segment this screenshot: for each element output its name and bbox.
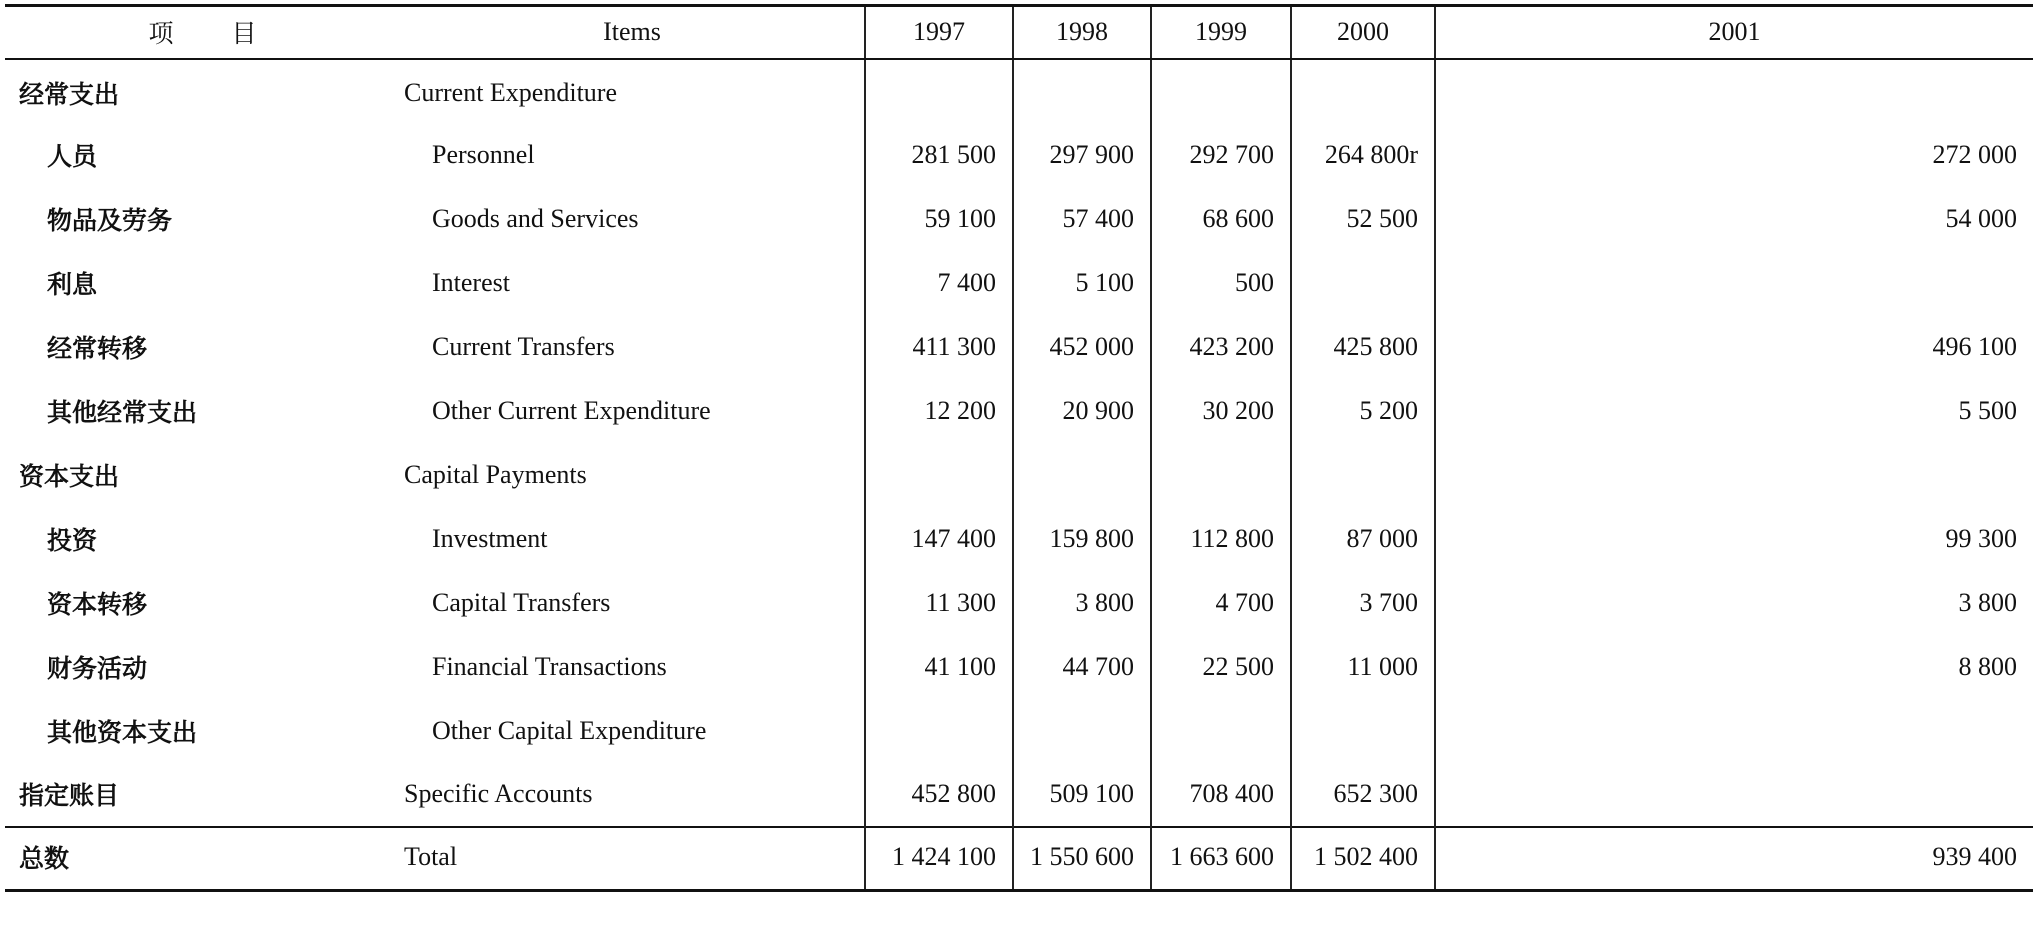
cell-value xyxy=(1291,251,1435,315)
cell-value: 500 xyxy=(1151,251,1291,315)
row-label-en: Capital Payments xyxy=(404,459,587,489)
cell-value: 1 663 600 xyxy=(1151,827,1291,891)
row-label-en: Goods and Services xyxy=(432,203,639,233)
cell-value: 292 700 xyxy=(1151,123,1291,187)
table-row xyxy=(5,123,2033,187)
cell-value: 22 500 xyxy=(1151,635,1291,699)
cell-value xyxy=(1291,443,1435,507)
cell-value: 87 000 xyxy=(1291,507,1435,571)
table-row xyxy=(5,763,2033,827)
cell-value: 423 200 xyxy=(1151,315,1291,379)
row-label-en: Capital Transfers xyxy=(432,587,611,617)
cell-value: 41 100 xyxy=(865,635,1013,699)
row-label-en: Current Expenditure xyxy=(404,78,617,107)
row-label-zh: 指定账目 xyxy=(19,781,120,810)
header-year: 2000 xyxy=(1291,6,1435,59)
cell-value: 452 800 xyxy=(865,763,1013,827)
cell-value: 52 500 xyxy=(1291,187,1435,251)
cell-value: 5 100 xyxy=(1013,251,1151,315)
cell-value: 425 800 xyxy=(1291,315,1435,379)
cell-value xyxy=(865,59,1013,123)
cell-value xyxy=(865,699,1013,763)
row-label-en: Current Transfers xyxy=(432,331,615,361)
header-year: 1998 xyxy=(1013,6,1151,59)
header-items-en: Items xyxy=(400,6,865,59)
row-label-zh: 总数 xyxy=(5,827,400,891)
table-row xyxy=(5,379,2033,443)
cell-value: 159 800 xyxy=(1013,507,1151,571)
table-row xyxy=(5,699,2033,763)
cell-value: 30 200 xyxy=(1151,379,1291,443)
cell-value: 3 800 xyxy=(1013,571,1151,635)
cell-value: 20 900 xyxy=(1013,379,1151,443)
header-year: 1997 xyxy=(865,6,1013,59)
cell-value: 3 800 xyxy=(1435,571,2033,635)
row-label-en: Specific Accounts xyxy=(404,779,593,808)
header-zh-char-1: 项 xyxy=(148,19,174,49)
row-label-en: Financial Transactions xyxy=(432,651,667,681)
cell-value: 5 200 xyxy=(1291,379,1435,443)
cell-value xyxy=(1151,443,1291,507)
cell-value: 509 100 xyxy=(1013,763,1151,827)
cell-value: 1 550 600 xyxy=(1013,827,1151,891)
cell-value: 1 502 400 xyxy=(1291,827,1435,891)
cell-value xyxy=(1151,59,1291,123)
cell-value: 11 000 xyxy=(1291,635,1435,699)
cell-value xyxy=(1291,699,1435,763)
cell-value: 4 700 xyxy=(1151,571,1291,635)
cell-value: 147 400 xyxy=(865,507,1013,571)
header-zh-char-2: 目 xyxy=(231,19,257,49)
table-row xyxy=(5,59,2033,123)
table-row xyxy=(5,187,2033,251)
cell-value: 452 000 xyxy=(1013,315,1151,379)
cell-value: 68 600 xyxy=(1151,187,1291,251)
cell-value: 5 500 xyxy=(1435,379,2033,443)
cell-value xyxy=(1435,763,2033,827)
cell-value: 12 200 xyxy=(865,379,1013,443)
header-items-zh xyxy=(5,6,400,59)
cell-value: 57 400 xyxy=(1013,187,1151,251)
row-label-zh: 经常转移 xyxy=(47,333,148,363)
cell-value: 297 900 xyxy=(1013,123,1151,187)
cell-value: 112 800 xyxy=(1151,507,1291,571)
row-label-zh: 投资 xyxy=(47,525,98,555)
row-label-zh: 物品及劳务 xyxy=(47,205,173,235)
row-label-zh: 其他经常支出 xyxy=(47,397,198,427)
table-body xyxy=(5,59,2033,891)
table-row xyxy=(5,571,2033,635)
cell-value: 272 000 xyxy=(1435,123,2033,187)
cell-value: 264 800r xyxy=(1291,123,1435,187)
cell-value: 99 300 xyxy=(1435,507,2033,571)
cell-value xyxy=(1435,251,2033,315)
cell-value: 708 400 xyxy=(1151,763,1291,827)
cell-value xyxy=(1435,59,2033,123)
row-label-zh: 财务活动 xyxy=(47,653,148,683)
cell-value xyxy=(865,443,1013,507)
row-label-en: Investment xyxy=(432,523,548,553)
table-row xyxy=(5,827,2033,891)
expenditure-table xyxy=(5,4,2033,892)
cell-value: 3 700 xyxy=(1291,571,1435,635)
cell-value xyxy=(1435,699,2033,763)
row-label-en: Total xyxy=(400,827,865,891)
table-row xyxy=(5,443,2033,507)
cell-value: 411 300 xyxy=(865,315,1013,379)
cell-value xyxy=(1151,699,1291,763)
row-label-zh: 其他资本支出 xyxy=(47,717,198,747)
header-year: 2001 xyxy=(1435,6,2033,59)
row-label-zh: 资本转移 xyxy=(47,589,148,619)
cell-value: 8 800 xyxy=(1435,635,2033,699)
table-row xyxy=(5,635,2033,699)
cell-value: 59 100 xyxy=(865,187,1013,251)
row-label-zh: 经常支出 xyxy=(19,80,120,109)
row-label-zh: 利息 xyxy=(47,269,98,299)
cell-value: 7 400 xyxy=(865,251,1013,315)
row-label-en: Interest xyxy=(432,267,510,297)
row-label-zh: 资本支出 xyxy=(19,461,120,491)
cell-value: 44 700 xyxy=(1013,635,1151,699)
cell-value: 11 300 xyxy=(865,571,1013,635)
row-label-zh: 人员 xyxy=(47,141,98,171)
cell-value xyxy=(1013,443,1151,507)
cell-value: 496 100 xyxy=(1435,315,2033,379)
cell-value: 54 000 xyxy=(1435,187,2033,251)
cell-value xyxy=(1291,59,1435,123)
row-label-en: Personnel xyxy=(432,139,535,169)
row-label-en: Other Current Expenditure xyxy=(432,395,711,425)
cell-value xyxy=(1013,699,1151,763)
cell-value: 939 400 xyxy=(1435,827,2033,891)
cell-value: 1 424 100 xyxy=(865,827,1013,891)
cell-value xyxy=(1013,59,1151,123)
cell-value xyxy=(1435,443,2033,507)
cell-value: 281 500 xyxy=(865,123,1013,187)
table-row xyxy=(5,315,2033,379)
table-header xyxy=(5,6,2033,59)
row-label-en: Other Capital Expenditure xyxy=(432,715,707,745)
header-year: 1999 xyxy=(1151,6,1291,59)
table-row xyxy=(5,251,2033,315)
cell-value: 652 300 xyxy=(1291,763,1435,827)
table-row xyxy=(5,507,2033,571)
